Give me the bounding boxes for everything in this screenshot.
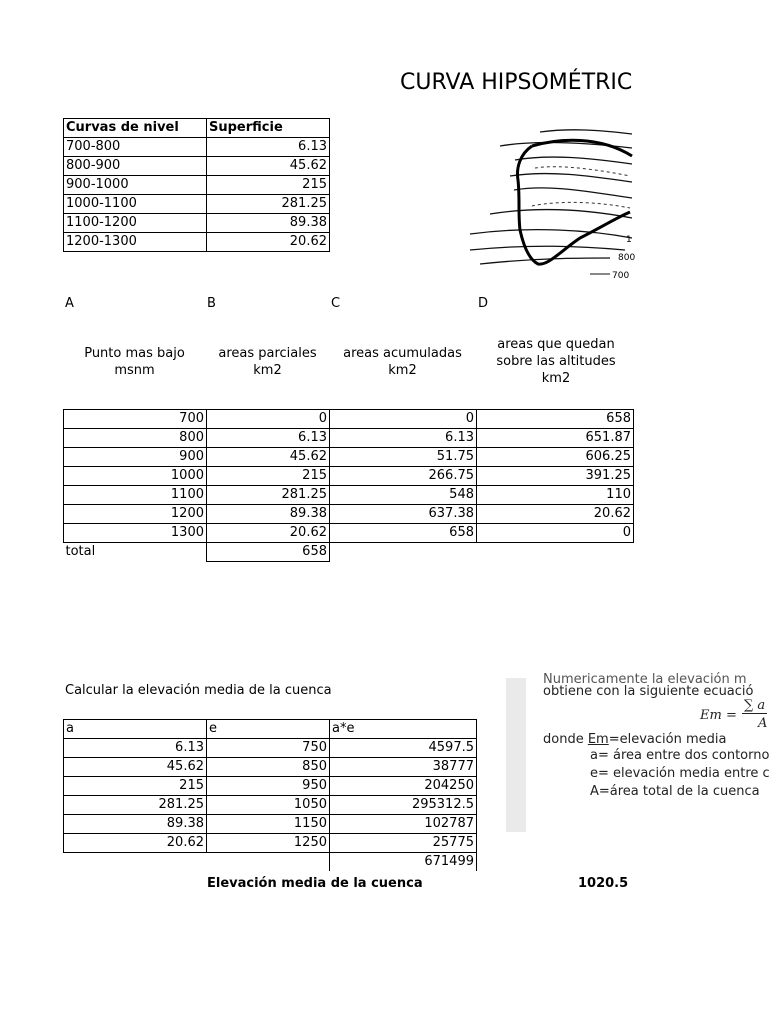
cell-e: 1250 [207,834,330,853]
table-row [64,815,477,834]
curvas-range: 1100-1200 [64,214,207,233]
map-label-700: 700 [612,271,630,281]
cell-area-acumulada: 637.38 [330,505,477,524]
contour-map-image [440,118,636,290]
column-header-d-line2: sobre las altitudes [496,354,616,369]
cell-area-restante: 391.25 [477,467,634,486]
cell-area-parcial: 215 [207,467,330,486]
total-label: total [65,544,96,560]
cell-area-parcial: 45.62 [207,448,330,467]
table-row [64,834,477,853]
table-row [64,467,634,486]
cell-a: 20.62 [64,834,207,853]
formula-line2: obtiene con la siguiente ecuació [543,684,754,699]
column-header-d-line3: km2 [541,371,571,386]
cell-altitude: 700 [64,410,207,429]
elev-header-a: a [64,720,207,739]
table-row [64,138,330,157]
elev-header-ae: a*e [330,720,477,739]
column-letter-a: A [65,296,74,311]
curvas-header-superficie: Superficie [207,119,330,138]
formula-eq-left: Em = [700,708,737,723]
formula-line1: Numericamente la elevación m [543,672,747,687]
elevation-table [63,719,477,871]
map-label-800: 800 [618,253,636,263]
column-header-d-line1: areas que quedan [497,337,615,352]
elevation-section-label: Calcular la elevación media de la cuenca [65,683,332,698]
cell-ae: 4597.5 [330,739,477,758]
table-row [64,505,634,524]
cell-area-restante: 0 [477,524,634,543]
cell-area-acumulada: 658 [330,524,477,543]
curvas-area: 6.13 [207,138,330,157]
curvas-range: 1000-1100 [64,195,207,214]
cell-area-restante: 658 [477,410,634,429]
cell-altitude: 1300 [64,524,207,543]
result-label: Elevación media de la cuenca [207,876,423,891]
table-row [64,176,330,195]
cell-area-restante: 110 [477,486,634,505]
cell-area-restante: 651.87 [477,429,634,448]
cell-area-parcial: 281.25 [207,486,330,505]
cell-a: 6.13 [64,739,207,758]
curvas-area: 281.25 [207,195,330,214]
table-row [64,233,330,252]
curvas-table [63,118,330,252]
cell-altitude: 1000 [64,467,207,486]
curvas-header-nivel: Curvas de nivel [64,119,207,138]
formula-line5: e= elevación media entre c [590,766,770,781]
cell-area-restante: 20.62 [477,505,634,524]
curvas-area: 215 [207,176,330,195]
column-header-c [329,345,476,379]
hypsometric-table [63,409,634,562]
table-row [64,524,634,543]
column-header-b-line1: areas parciales [218,346,317,361]
cell-area-acumulada: 266.75 [330,467,477,486]
cell-area-acumulada: 548 [330,486,477,505]
cell-e: 1150 [207,815,330,834]
cell-area-parcial: 89.38 [207,505,330,524]
column-header-c-line1: areas acumuladas [343,346,462,361]
cell-ae: 204250 [330,777,477,796]
table-row [64,195,330,214]
cell-altitude: 800 [64,429,207,448]
formula-line3-prefix: donde [543,732,588,747]
table-row [64,429,634,448]
cell-area-parcial: 0 [207,410,330,429]
formula-sidebar [506,678,526,832]
cell-area-acumulada: 6.13 [330,429,477,448]
column-header-a-line2: msnm [114,363,155,378]
column-header-b-line2: km2 [253,363,282,378]
empty-cell [64,853,207,872]
table-row [64,758,477,777]
curvas-range: 800-900 [64,157,207,176]
column-header-c-line2: km2 [388,363,417,378]
column-letter-d: D [478,296,489,311]
column-header-b [206,345,329,379]
total-row [64,543,634,562]
table-row [64,777,477,796]
cell-altitude: 900 [64,448,207,467]
cell-area-parcial: 20.62 [207,524,330,543]
cell-altitude: 1200 [64,505,207,524]
column-header-d [476,336,636,387]
cell-a: 281.25 [64,796,207,815]
formula-note-image [506,672,770,832]
total-value: 658 [207,543,330,562]
curvas-area: 20.62 [207,233,330,252]
curvas-area: 45.62 [207,157,330,176]
formula-eq-denominator: A [758,716,768,731]
cell-ae: 38777 [330,758,477,777]
cell-area-restante: 606.25 [477,448,634,467]
cell-a: 45.62 [64,758,207,777]
cell-e: 850 [207,758,330,777]
cell-e: 750 [207,739,330,758]
result-value: 1020.5 [578,876,629,891]
table-row [64,410,634,429]
cell-e: 950 [207,777,330,796]
table-row [64,214,330,233]
empty-cell [477,543,634,562]
cell-area-acumulada: 0 [330,410,477,429]
column-letter-b: B [207,296,216,311]
cell-area-parcial: 6.13 [207,429,330,448]
formula-line4: a= área entre dos contorno [590,748,770,763]
cell-altitude: 1100 [64,486,207,505]
cell-a: 89.38 [64,815,207,834]
cell-ae: 295312.5 [330,796,477,815]
table-row [64,720,477,739]
cell-a: 215 [64,777,207,796]
table-row [64,796,477,815]
formula-line3 [543,732,726,747]
table-row [64,739,477,758]
cell-area-acumulada: 51.75 [330,448,477,467]
curvas-range: 1200-1300 [64,233,207,252]
cell-e: 1050 [207,796,330,815]
table-row [64,486,634,505]
column-letter-c: C [331,296,341,311]
map-label-1: 1 [626,235,632,245]
cell-ae: 25775 [330,834,477,853]
curvas-range: 700-800 [64,138,207,157]
formula-eq-numerator: ∑ a [744,698,766,713]
formula-line6: A=área total de la cuenca [590,784,760,799]
elev-header-e: e [207,720,330,739]
formula-line3-em: Em [587,732,609,747]
empty-cell [207,853,330,872]
empty-cell [330,543,477,562]
curvas-range: 900-1000 [64,176,207,195]
table-row [64,448,634,467]
sum-ae: 671499 [330,853,477,872]
column-header-a-line1: Punto mas bajo [84,346,185,361]
table-row [64,157,330,176]
formula-line3-suffix: =elevación media [608,732,727,747]
page-title: CURVA HIPSOMÉTRIC [400,70,633,95]
cell-ae: 102787 [330,815,477,834]
curvas-area: 89.38 [207,214,330,233]
column-header-a [63,345,206,379]
sum-row [64,853,477,872]
